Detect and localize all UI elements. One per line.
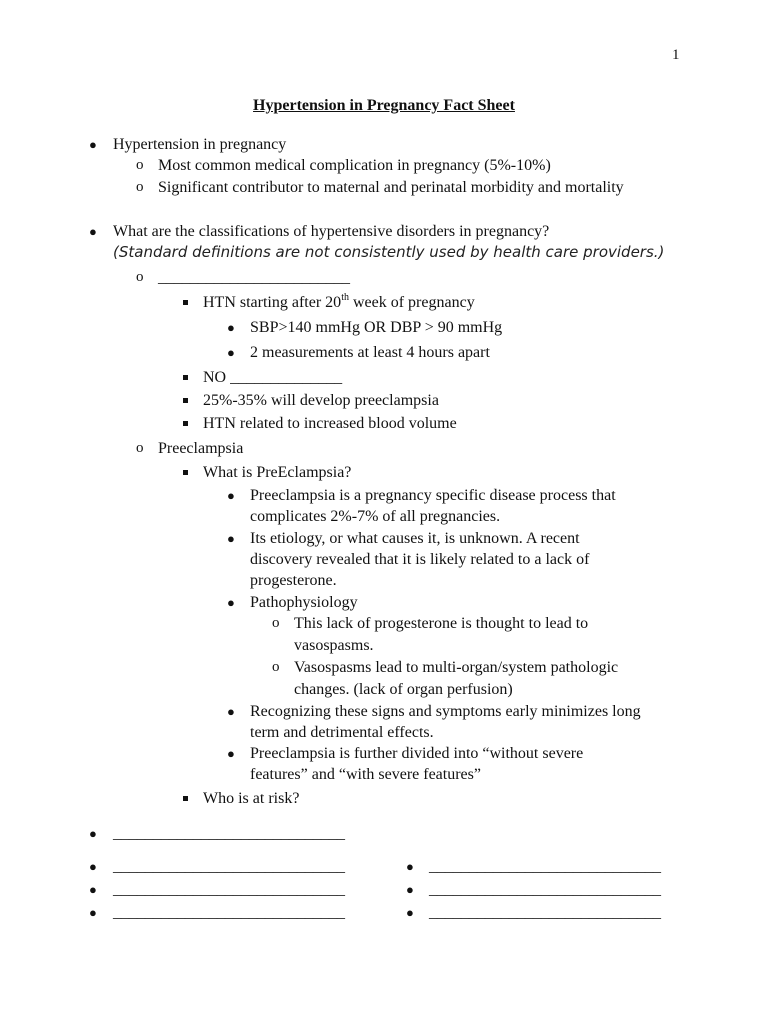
- risk-blank: _____________________________: [429, 881, 661, 898]
- blood-volume: HTN related to increased blood volume: [203, 415, 457, 432]
- point-common-complication: Most common medical complication in pregnancy (5%-10%): [158, 157, 551, 174]
- definitions-note: (Standard definitions are not consistently used by health care providers.): [113, 243, 665, 261]
- etiology-line-2: discovery revealed that it is likely related to a lack of: [250, 551, 590, 568]
- classification-question: What are the classifications of hypertensive disorders in pregnancy?: [113, 223, 550, 240]
- bullet-square-icon: [183, 300, 188, 305]
- definition-line-1: Preeclampsia is a pregnancy specific disease process that: [250, 487, 616, 504]
- bp-threshold: SBP>140 mmHg OR DBP > 90 mmHg: [250, 319, 503, 336]
- bullet-square-icon: [183, 398, 188, 403]
- classification-blank: ________________________: [158, 269, 350, 286]
- bullet-dot-icon: ●: [89, 826, 97, 841]
- what-is-preeclampsia: What is PreEclampsia?: [203, 464, 352, 481]
- bullet-dot-icon: ●: [227, 595, 235, 610]
- page-title: Hypertension in Pregnancy Fact Sheet: [253, 97, 515, 114]
- risk-blank: _____________________________: [113, 858, 345, 875]
- bullet-square-icon: [183, 375, 188, 380]
- bullet-dot-icon: ●: [89, 224, 97, 239]
- bullet-circle-icon: o: [136, 440, 144, 456]
- patho-point-1-line-1: This lack of progesterone is thought to lead to: [294, 615, 589, 632]
- measurement-rule: 2 measurements at least 4 hours apart: [250, 344, 490, 361]
- htn-onset-line: HTN starting after 20th week of pregnancy: [203, 292, 475, 311]
- bullet-dot-icon: ●: [227, 531, 235, 546]
- bullet-dot-icon: ●: [406, 882, 414, 897]
- bullet-dot-icon: ●: [89, 882, 97, 897]
- severity-line-1: Preeclampsia is further divided into “without severe: [250, 745, 584, 762]
- risk-blank: _____________________________: [429, 904, 661, 921]
- bullet-dot-icon: ●: [227, 488, 235, 503]
- bullet-dot-icon: ●: [406, 859, 414, 874]
- etiology-line-1: Its etiology, or what causes it, is unknown. A recent: [250, 530, 580, 547]
- definition-line-2: complicates 2%-7% of all pregnancies.: [250, 508, 501, 525]
- bullet-dot-icon: ●: [89, 859, 97, 874]
- bullet-dot-icon: ●: [227, 345, 235, 360]
- etiology-line-3: progesterone.: [250, 572, 337, 589]
- risk-blank: _____________________________: [113, 825, 345, 842]
- who-is-at-risk: Who is at risk?: [203, 790, 300, 807]
- bullet-dot-icon: ●: [89, 137, 97, 152]
- bullet-square-icon: [183, 796, 188, 801]
- bullet-dot-icon: ●: [227, 746, 235, 761]
- severity-line-2: features” and “with severe features”: [250, 766, 481, 783]
- recognize-line-1: Recognizing these signs and symptoms early minimizes long: [250, 703, 641, 720]
- develop-preeclampsia: 25%-35% will develop preeclampsia: [203, 392, 439, 409]
- no-blank-line: NO ______________: [203, 369, 343, 386]
- patho-point-2-line-1: Vasospasms lead to multi-organ/system pathologic: [294, 659, 619, 676]
- bullet-dot-icon: ●: [406, 905, 414, 920]
- bullet-dot-icon: ●: [227, 320, 235, 335]
- bullet-square-icon: [183, 421, 188, 426]
- bullet-square-icon: [183, 470, 188, 475]
- recognize-line-2: term and detrimental effects.: [250, 724, 434, 741]
- bullet-dot-icon: ●: [227, 704, 235, 719]
- preeclampsia-label: Preeclampsia: [158, 440, 244, 457]
- bullet-circle-icon: o: [136, 269, 144, 285]
- point-significant-contributor: Significant contributor to maternal and perinatal morbidity and mortality: [158, 179, 624, 196]
- page-number: 1: [672, 47, 680, 63]
- risk-blank: _____________________________: [429, 858, 661, 875]
- bullet-circle-icon: o: [136, 179, 144, 195]
- pathophysiology-label: Pathophysiology: [250, 594, 358, 611]
- risk-blank: _____________________________: [113, 904, 345, 921]
- bullet-hypertension-in-pregnancy: Hypertension in pregnancy: [113, 136, 287, 153]
- patho-point-2-line-2: changes. (lack of organ perfusion): [294, 681, 513, 698]
- bullet-circle-icon: o: [272, 659, 280, 675]
- bullet-circle-icon: o: [272, 615, 280, 631]
- risk-blank: _____________________________: [113, 881, 345, 898]
- bullet-dot-icon: ●: [89, 905, 97, 920]
- bullet-circle-icon: o: [136, 157, 144, 173]
- patho-point-1-line-2: vasospasms.: [294, 637, 374, 654]
